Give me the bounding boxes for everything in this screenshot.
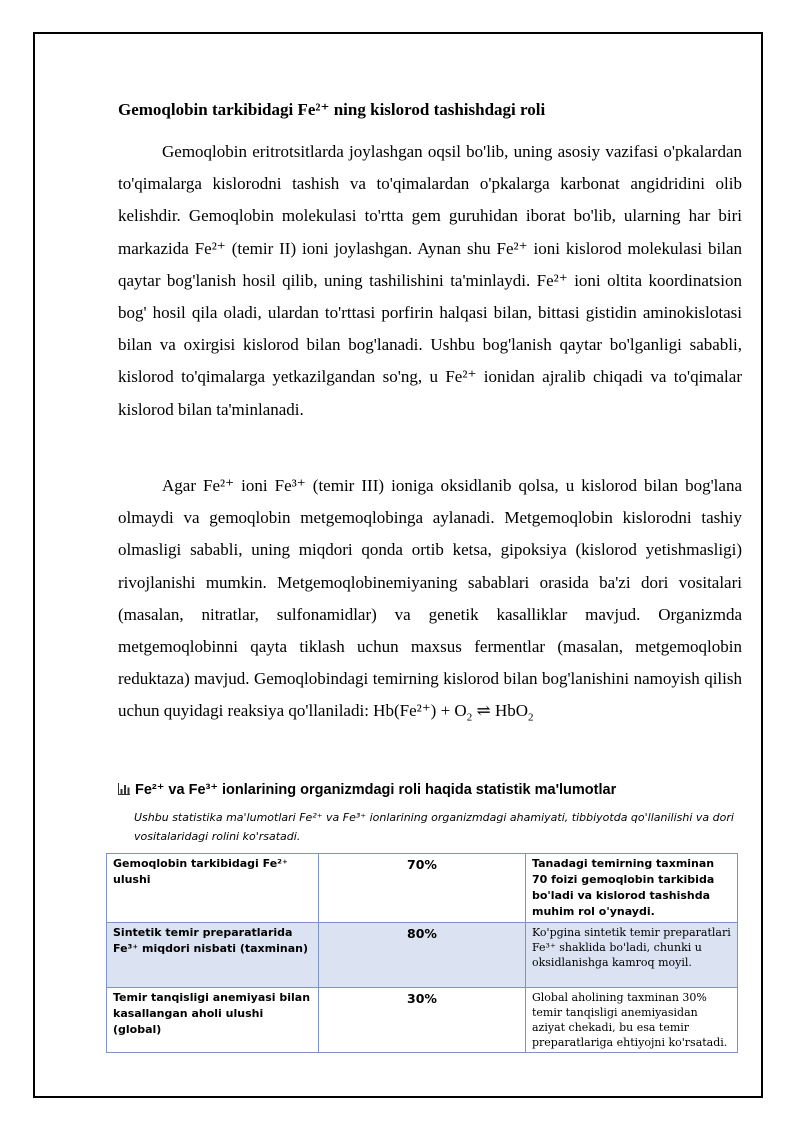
- row-note: Tanadagi temirning taxminan 70 foizi gemoqlobin tarkibida bo'ladi va kislorod tashishda muhim rol o'ynaydi.: [526, 854, 738, 923]
- table-row: [107, 923, 738, 988]
- stats-title: [118, 779, 758, 801]
- paragraph-hemoglobin-function: Gemoqlobin eritrotsitlarda joylashgan oqsil bo'lib, uning asosiy vazifasi o'pkalardan to'qimalarga kislorodni tashish va to'qimalardan o'pkalarga karbonat angidridini olib kelishdir. Gemoqlobin molekulasi to'rtta gem guruhidan iborat bo'lib, ularning har biri markazida Fe²⁺ (temir II) ioni joylashgan. Aynan shu Fe²⁺ ioni kislorod molekulasi bilan qaytar bog'lanish hosil qilib, uning tashilishini ta'minlaydi. Fe²⁺ ioni oltita koordinatsion bog' hosil qila oladi, ulardan to'rttasi porfirin halqasi bilan, bittasi gistidin aminokislotasi bilan va oxirgisi kislorod bilan bog'lanadi. Ushbu bog'lanish qaytar bo'lganligi sababli, kislorod to'qimalarga yetkazilgandan so'ng, u Fe²⁺ ionidan ajralib chiqadi va to'qimalar kislorod bilan ta'minlanadi.: [118, 142, 742, 419]
- paragraph-methemoglobin-text: Agar Fe²⁺ ioni Fe³⁺ (temir III) ioniga oksidlanib qolsa, u kislorod bilan bog'lana olmaydi va gemoqlobin metgemoqlobinga aylanadi. Metgemoqlobin kislorodni tashiy olmasligi sababli, uning miqdori qonda ortib ketsa, gipoksiya (kislorod yetishmasligi) rivojlanishi mumkin. Metgemoqlobinemiyaning sabablari orasida ba'zi dori vositalari (masalan, nitratlar, sulfonamidlar) va genetik kasalliklar mavjud. Organizmda metgemoqlobinni qayta tiklash uchun maxsus fermentlar (masalan, metgemoqlobin reduktaza) mavjud. Gemoqlobindagi temirning kislorod bilan bog'lanishini namoyish qilish uchun quyidagi reaksiya qo'llaniladi:: [118, 476, 742, 721]
- bar-chart-icon: [118, 783, 130, 795]
- row-value: 70%: [319, 854, 526, 923]
- row-value: 80%: [319, 923, 526, 988]
- row-label: Gemoqlobin tarkibidagi Fe²⁺ ulushi: [107, 854, 319, 923]
- stats-description: Ushbu statistika ma'lumotlari Fe²⁺ va Fe³⁺ ionlarining organizmdagi ahamiyati, tibbiyotda qo'llanilishi va dori vositalaridagi rolini ko'rsatadi.: [134, 811, 734, 843]
- row-value: 30%: [319, 988, 526, 1053]
- stats-table: [106, 853, 738, 1053]
- row-label: Temir tanqisligi anemiyasi bilan kasallangan aholi ulushi (global): [107, 988, 319, 1053]
- reaction-formula: $Hb(Fe^{2+}) + O_2$ ⇌ HbO$_2$: [373, 701, 534, 724]
- table-row: [107, 854, 738, 923]
- paragraph-methemoglobin: [118, 470, 742, 734]
- stats-title-text: Fe²⁺ va Fe³⁺ ionlarining organizmdagi roli haqida statistik ma'lumotlar: [135, 782, 617, 798]
- section-heading: Gemoqlobin tarkibidagi Fe²⁺ ning kislorod tashishdagi roli: [118, 100, 546, 119]
- row-label: Sintetik temir preparatlarida Fe³⁺ miqdori nisbati (taxminan): [107, 923, 319, 988]
- row-note: Global aholining taxminan 30% temir tanqisligi anemiyasidan aziyat chekadi, bu esa temir preparatlariga ehtiyojni ko'rsatadi.: [526, 988, 738, 1053]
- row-note: Ko'pgina sintetik temir preparatlari Fe³⁺ shaklida bo'ladi, chunki u oksidlanishga kamroq moyil.: [526, 923, 738, 988]
- table-row: [107, 988, 738, 1053]
